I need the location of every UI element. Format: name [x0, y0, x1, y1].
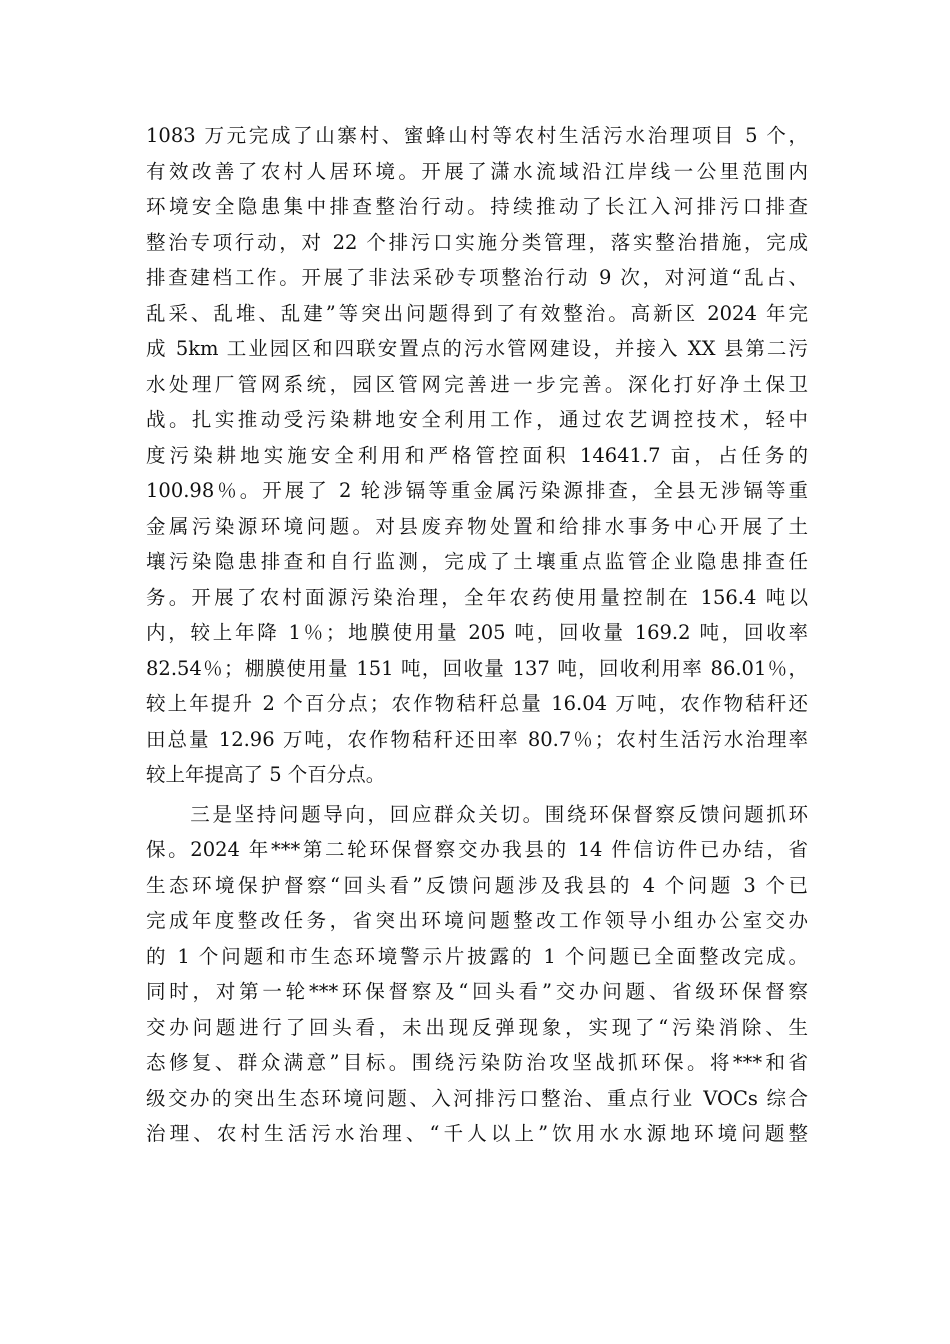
text-line: 同时，对第一轮***环保督察及“回头看”交办问题、省级环保督察 [146, 980, 808, 1003]
text-line: 级交办的突出生态环境问题、入河排污口整治、重点行业 VOCs 综合 [146, 1086, 808, 1110]
text-line: 务。开展了农村面源污染治理，全年农药使用量控制在 156.4 吨以 [146, 585, 808, 609]
text-line: 交办问题进行了回头看，未出现反弹现象，实现了“污染消除、生 [146, 1015, 808, 1039]
paragraph-2 [146, 797, 808, 1152]
text-line: 内，较上年降 1％；地膜使用量 205 吨，回收量 169.2 吨，回收率 [146, 621, 808, 644]
paragraph-1 [146, 118, 808, 793]
text-line: 成 5km 工业园区和四联安置点的污水管网建设，并接入 XX 县第二污 [146, 337, 808, 360]
text-line: 生态环境保护督察“回头看”反馈问题涉及我县的 4 个问题 3 个已 [146, 873, 808, 897]
text-line: 水处理厂管网系统，园区管网完善进一步完善。深化打好净土保卫 [146, 372, 808, 396]
text-line: 完成年度整改任务，省突出环境问题整改工作领导小组办公室交办 [146, 909, 808, 932]
text-line: 较上年提高了 5 个百分点。 [146, 763, 386, 786]
text-line: 壤污染隐患排查和自行监测，完成了土壤重点监管企业隐患排查任 [146, 550, 808, 573]
text-line: 排查建档工作。开展了非法采砂专项整治行动 9 次，对河道“乱占、 [146, 266, 808, 289]
text-line: 度污染耕地实施安全利用和严格管控面积 14641.7 亩，占任务的 [146, 443, 808, 467]
text-line: 100.98％。开展了 2 轮涉镉等重金属污染源排查，全县无涉镉等重 [146, 479, 808, 502]
text-line: 治理、农村生活污水治理、“千人以上”饮用水水源地环境问题整 [146, 1122, 808, 1145]
text-line: 82.54％；棚膜使用量 151 吨，回收量 137 吨，回收利用率 86.01％， [146, 656, 808, 680]
text-line: 态修复、群众满意”目标。围绕污染防治攻坚战抓环保。将***和省 [146, 1051, 808, 1074]
text-line: 保。2024 年***第二轮环保督察交办我县的 14 件信访件已办结，省 [146, 838, 808, 861]
text-line: 战。扎实推动受污染耕地安全利用工作，通过农艺调控技术，轻中 [146, 408, 808, 431]
text-line: 1083 万元完成了山寨村、蜜蜂山村等农村生活污水治理项目 5 个， [146, 124, 808, 147]
text-line: 三是坚持问题导向，回应群众关切。围绕环保督察反馈问题抓环 [146, 802, 808, 826]
text-line: 乱采、乱堆、乱建”等突出问题得到了有效整治。高新区 2024 年完 [146, 301, 808, 325]
text-line: 环境安全隐患集中排查整治行动。持续推动了长江入河排污口排查 [146, 195, 808, 218]
text-line: 田总量 12.96 万吨，农作物秸秆还田率 80.7％；农村生活污水治理率 [146, 727, 808, 751]
text-line: 较上年提升 2 个百分点；农作物秸秆总量 16.04 万吨，农作物秸秆还 [146, 692, 808, 715]
text-line: 有效改善了农村人居环境。开展了潇水流域沿江岸线一公里范围内 [146, 159, 808, 183]
text-line: 整治专项行动，对 22 个排污口实施分类管理，落实整治措施，完成 [146, 230, 808, 254]
text-line: 的 1 个问题和市生态环境警示片披露的 1 个问题已全面整改完成。 [146, 944, 808, 968]
text-line: 金属污染源环境问题。对县废弃物处置和给排水事务中心开展了土 [146, 514, 808, 538]
body-text [146, 118, 808, 1152]
